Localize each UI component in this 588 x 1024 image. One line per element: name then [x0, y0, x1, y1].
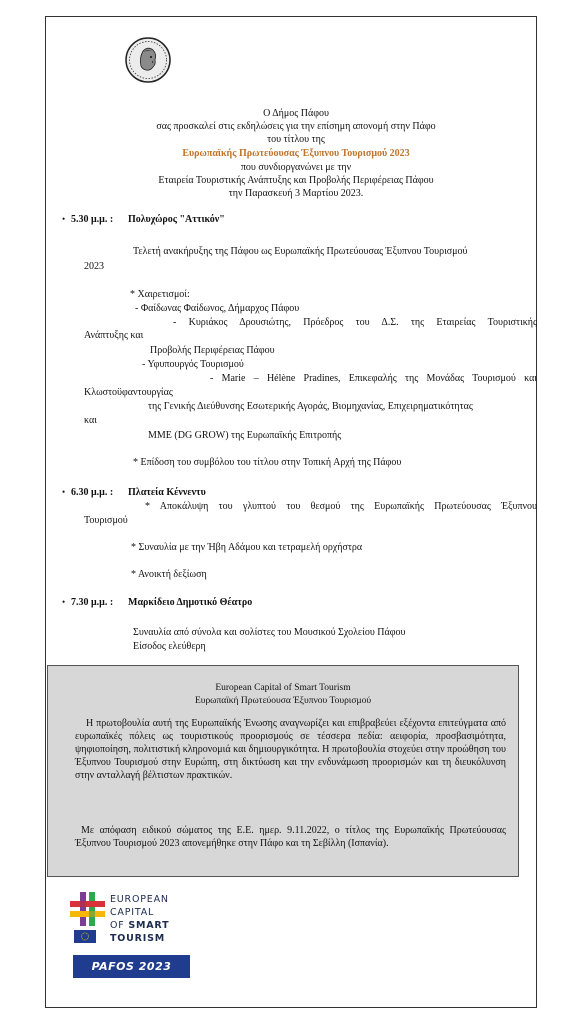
pafos-2023-banner: PAFOS 2023: [73, 955, 190, 978]
logo-text-smart: SMART: [128, 920, 170, 931]
intro-line-1: Ο Δήμος Πάφου: [263, 108, 329, 119]
event-1-ceremony: Τελετή ανακήρυξης της Πάφου ως Ευρωπαϊκής Πρωτεύουσας Έξυπνου Τουρισμού: [133, 246, 468, 257]
intro-line-7: την Παρασκευή 3 Μαρτίου 2023.: [228, 188, 364, 199]
title-highlight: Ευρωπαϊκής Πρωτεύουσας Έξυπνου Τουρισμού 2023: [182, 148, 410, 159]
event-3-place: Μαρκίδειο Δημοτικό Θέατρο: [128, 597, 253, 608]
infobox-paragraph-2: Με απόφαση ειδικού σώματος της Ε.Ε. ημερ. 9.11.2022, ο τίτλος της Ευρωπαϊκής Πρωτεύουσας Έξυπνου Τουρισμού 2023 απονεμήθηκε στην Πάφο και τη Σεβίλλη (Ισπανία).: [75, 825, 506, 849]
bullet-event-2: •: [62, 487, 66, 497]
intro-line-6: Εταιρεία Τουριστικής Ανάπτυξης και Προβολής Περιφέρειας Πάφου: [158, 175, 434, 186]
event-2-concert: * Συναυλία με την Ήβη Αδάμου και τετραμελή ορχήστρα: [131, 542, 363, 553]
greeting-president-cont: Ανάπτυξης και: [84, 330, 144, 341]
bullet-event-3: •: [62, 597, 66, 607]
infobox-title-en: European Capital of Smart Tourism: [215, 683, 351, 693]
greeting-mayor: - Φαίδωνας Φαίδωνος, Δήμαρχος Πάφου: [135, 303, 300, 314]
event-1-award: * Επίδοση του συμβόλου του τίτλου στην Τοπική Αρχή της Πάφου: [133, 457, 402, 468]
logo-text-european: EUROPEAN: [110, 894, 169, 905]
event-2-reception: * Ανοικτή δεξίωση: [131, 569, 207, 580]
intro-line-2: σας προσκαλεί στις εκδηλώσεις για την επίσημη απονομή στην Πάφο: [156, 121, 436, 132]
event-3-time: 7.30 μ.μ. :: [71, 597, 114, 608]
infobox-paragraph-1: Η πρωτοβουλία αυτή της Ευρωπαϊκής Ένωσης αναγνωρίζει και επιβραβεύει εξέχοντα επιτεύγματα από ευρωπαϊκές πόλεις ως τουριστικούς προορισμούς σε τέσσερα πεδία: αειφορία, προσβασιμότητα, ψηφιοποίηση, πολιτιστική κληρονομιά και δημιουργικότητα. Η πρωτοβουλία στοχεύει στην προώθηση του Έξυπνου Τουρισμού στην Ευρώπη, στη δικτύωση και την ενδυνάμωση προορισμών και τη διευκόλυνση στην ανταλλαγή βέλτιστων πρακτικών.: [75, 718, 506, 781]
logo-text-capital: CAPITAL: [110, 907, 155, 918]
event-3-concert: Συναυλία από σύνολα και σολίστες του Μουσικού Σχολείου Πάφου: [133, 627, 406, 638]
event-3-free-entry: Είσοδος ελεύθερη: [133, 641, 206, 652]
logo-text-of-smart: [110, 920, 169, 933]
event-2-sculpture: * Αποκάλυψη του γλυπτού του θεσμού της Ευρωπαϊκής Πρωτεύουσας Έξυπνου: [145, 501, 537, 512]
greetings-title: * Χαιρετισμοί:: [130, 289, 190, 300]
greeting-pradines-cont: Κλωστοϋφαντουργίας: [84, 387, 173, 398]
intro-line-3: του τίτλου της: [267, 134, 325, 145]
greeting-pradines: - Marie – Hélène Pradines, Επικεφαλής της Μονάδας Τουρισμού και: [210, 373, 537, 384]
greeting-pradines-cont-2: της Γενικής Διεύθυνσης Εσωτερικής Αγοράς, Βιομηχανίας, Επιχειρηματικότητας: [148, 401, 473, 412]
greeting-president: - Κυριάκος Δρουσιώτης, Πρόεδρος του Δ.Σ. της Εταιρείας Τουριστικής: [173, 317, 537, 328]
infobox-title-gr: Ευρωπαϊκή Πρωτεύουσα Έξυπνου Τουρισμού: [194, 696, 372, 706]
event-2-time: 6.30 μ.μ. :: [71, 487, 114, 498]
coin-emblem-icon: [124, 36, 172, 84]
greeting-president-cont-2: Προβολής Περιφέρειας Πάφου: [150, 345, 275, 356]
greeting-pradines-cont-3: και: [84, 415, 97, 426]
logo-text-tourism: TOURISM: [110, 933, 166, 944]
event-1-time: 5.30 μ.μ. :: [71, 214, 114, 225]
greeting-pradines-cont-4: ΜΜΕ (DG GROW) της Ευρωπαϊκής Επιτροπής: [148, 430, 342, 441]
event-2-sculpture-cont: Τουρισμού: [84, 515, 128, 526]
greeting-deputy-minister: - Υφυπουργός Τουρισμού: [142, 359, 244, 370]
event-1-ceremony-year: 2023: [84, 261, 104, 272]
intro-line-5: που συνδιοργανώνει με την: [240, 162, 352, 173]
event-2-place: Πλατεία Κέννεντυ: [128, 487, 206, 498]
event-1-place: Πολυχώρος "Αττικόν": [128, 214, 225, 225]
smart-tourism-logo-icon: [68, 890, 108, 946]
bullet-event-1: •: [62, 214, 66, 224]
logo-text-of: OF: [110, 920, 129, 931]
